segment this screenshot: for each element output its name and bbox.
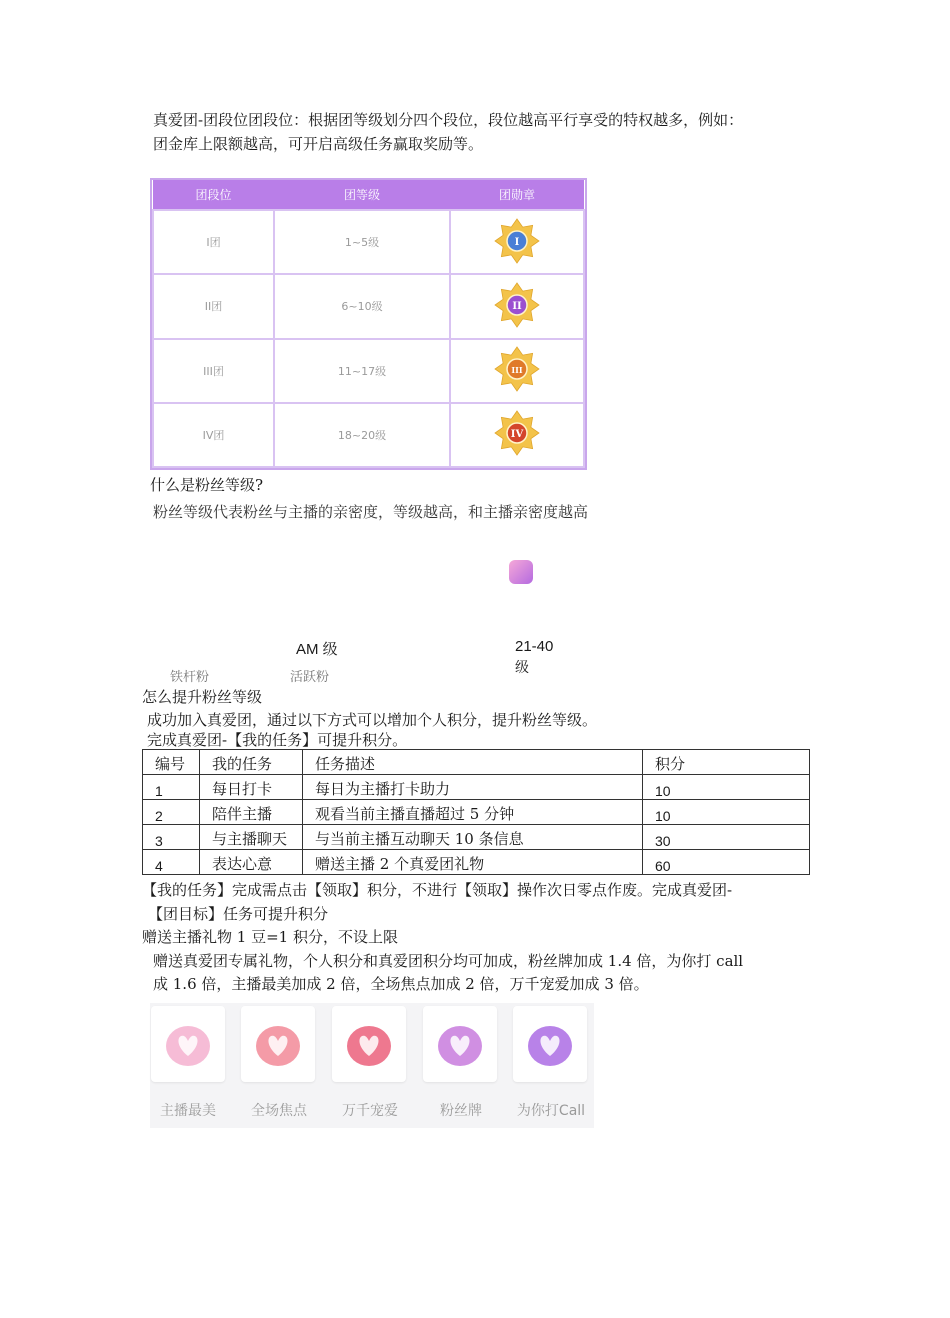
gift-icon xyxy=(332,1006,406,1082)
rank-row xyxy=(153,274,584,338)
tasks-table xyxy=(142,749,810,875)
task-points: 30 xyxy=(643,825,810,850)
after-line-4 xyxy=(153,948,813,970)
level-cell: 6~10级 xyxy=(274,274,450,338)
tasks-header-row xyxy=(143,750,810,775)
fan-badge-icon xyxy=(509,560,533,584)
how-line-1: 成功加入真爱团，通过以下方式可以增加个人积分，提升粉丝等级。 xyxy=(147,711,598,729)
after-line-1: 【我的任务】完成需点击【领取】积分，不进行【领取】操作次日零点作废。完成真爱团- xyxy=(142,881,733,899)
fan-level-cut-line xyxy=(153,497,589,521)
gift-card xyxy=(423,1006,497,1082)
rank-header-level: 团等级 xyxy=(274,180,450,210)
table-row xyxy=(143,800,810,825)
tasks-header: 积分 xyxy=(643,750,810,775)
task-name: 表达心意 xyxy=(200,850,303,875)
rank-cell: III团 xyxy=(153,339,274,403)
gift-label: 粉丝牌 xyxy=(440,1103,482,1119)
cut-left xyxy=(170,668,210,685)
level-cell: 1~5级 xyxy=(274,210,450,274)
rank-row xyxy=(153,210,584,274)
task-points: 10 xyxy=(643,775,810,800)
how-title: 怎么提升粉丝等级 xyxy=(142,688,263,706)
cut-left-text: 铁杆粉 xyxy=(170,670,210,685)
level-cell: 18~20级 xyxy=(274,403,450,467)
task-description: 观看当前主播直播超过 5 分钟 xyxy=(303,800,643,825)
fan-level-question: 什么是粉丝等级? xyxy=(150,476,264,494)
after-line-2: 【团目标】任务可提升积分 xyxy=(148,905,329,923)
task-number: 1 xyxy=(143,775,200,800)
medal-numeral: III xyxy=(511,365,523,376)
range-b: 级 xyxy=(515,660,529,676)
task-number: 3 xyxy=(143,825,200,850)
cut-mid-text: 活跃粉 xyxy=(290,670,330,685)
rank-cell: II团 xyxy=(153,274,274,338)
gift-label: 主播最美 xyxy=(160,1103,216,1119)
intro-line-1: 真爱团-团段位团段位：根据团等级划分四个段位，段位越高平行享受的特权越多，例如： xyxy=(153,111,744,129)
rank-header-medal: 团勋章 xyxy=(450,180,584,210)
medal-icon xyxy=(494,282,540,328)
task-number: 2 xyxy=(143,800,200,825)
task-number: 4 xyxy=(143,850,200,875)
task-description: 与当前主播互动聊天 10 条信息 xyxy=(303,825,643,850)
after-line-3: 赠送主播礼物 1 豆=1 积分，不设上限 xyxy=(142,928,398,946)
medal-cell xyxy=(450,274,584,338)
gift-icon xyxy=(423,1006,497,1082)
task-name: 与主播聊天 xyxy=(200,825,303,850)
medal-icon xyxy=(494,346,540,392)
range-a: 21-40 xyxy=(515,638,554,655)
fan-level-cut-text: 粉丝等级代表粉丝与主播的亲密度，等级越高，和主播亲密度越高 xyxy=(153,503,589,521)
task-description: 每日为主播打卡助力 xyxy=(303,775,643,800)
medal-cell xyxy=(450,339,584,403)
gift-label: 万千宠爱 xyxy=(342,1103,398,1119)
task-points: 60 xyxy=(643,850,810,875)
tasks-header: 我的任务 xyxy=(200,750,303,775)
gift-card xyxy=(151,1006,225,1082)
rank-cell: I团 xyxy=(153,210,274,274)
task-name: 陪伴主播 xyxy=(200,800,303,825)
intro-line-2: 团金库上限额越高，可开启高级任务赢取奖励等。 xyxy=(153,135,484,153)
how-line-2: 完成真爱团-【我的任务】可提升积分。 xyxy=(147,731,408,749)
cut-mid xyxy=(290,668,330,685)
rank-table xyxy=(150,178,587,470)
medal-numeral: IV xyxy=(510,429,524,441)
level-cell: 11~17级 xyxy=(274,339,450,403)
rank-row xyxy=(153,339,584,403)
medal-cell xyxy=(450,210,584,274)
gift-icon xyxy=(241,1006,315,1082)
gift-card xyxy=(332,1006,406,1082)
tasks-header: 编号 xyxy=(143,750,200,775)
task-description: 赠送主播 2 个真爱团礼物 xyxy=(303,850,643,875)
medal-icon xyxy=(494,218,540,264)
gift-label: 为你打Call xyxy=(516,1103,586,1119)
medal-cell xyxy=(450,403,584,467)
table-row xyxy=(143,825,810,850)
medal-icon xyxy=(494,410,540,456)
rank-cell: IV团 xyxy=(153,403,274,467)
am-level: AM 级 xyxy=(296,641,338,658)
after-line-5 xyxy=(153,971,813,993)
tasks-header: 任务描述 xyxy=(303,750,643,775)
after-line-5-text: 成 1.6 倍，主播最美加成 2 倍，全场焦点加成 2 倍，万千宠爱加成 3 倍。 xyxy=(153,975,649,993)
after-line-4-text: 赠送真爱团专属礼物，个人积分和真爱团积分均可加成，粉丝牌加成 1.4 倍，为你打 call xyxy=(153,952,744,970)
medal-numeral: I xyxy=(514,236,520,248)
gift-icon xyxy=(151,1006,225,1082)
table-row xyxy=(143,775,810,800)
table-row xyxy=(143,850,810,875)
task-points: 10 xyxy=(643,800,810,825)
gift-strip xyxy=(150,1003,594,1128)
gift-icon xyxy=(513,1006,587,1082)
rank-row xyxy=(153,403,584,467)
gift-card xyxy=(241,1006,315,1082)
task-name: 每日打卡 xyxy=(200,775,303,800)
rank-header-rank: 团段位 xyxy=(153,180,274,210)
gift-card xyxy=(513,1006,587,1082)
gift-label: 全场焦点 xyxy=(251,1103,307,1119)
medal-numeral: II xyxy=(512,300,522,312)
